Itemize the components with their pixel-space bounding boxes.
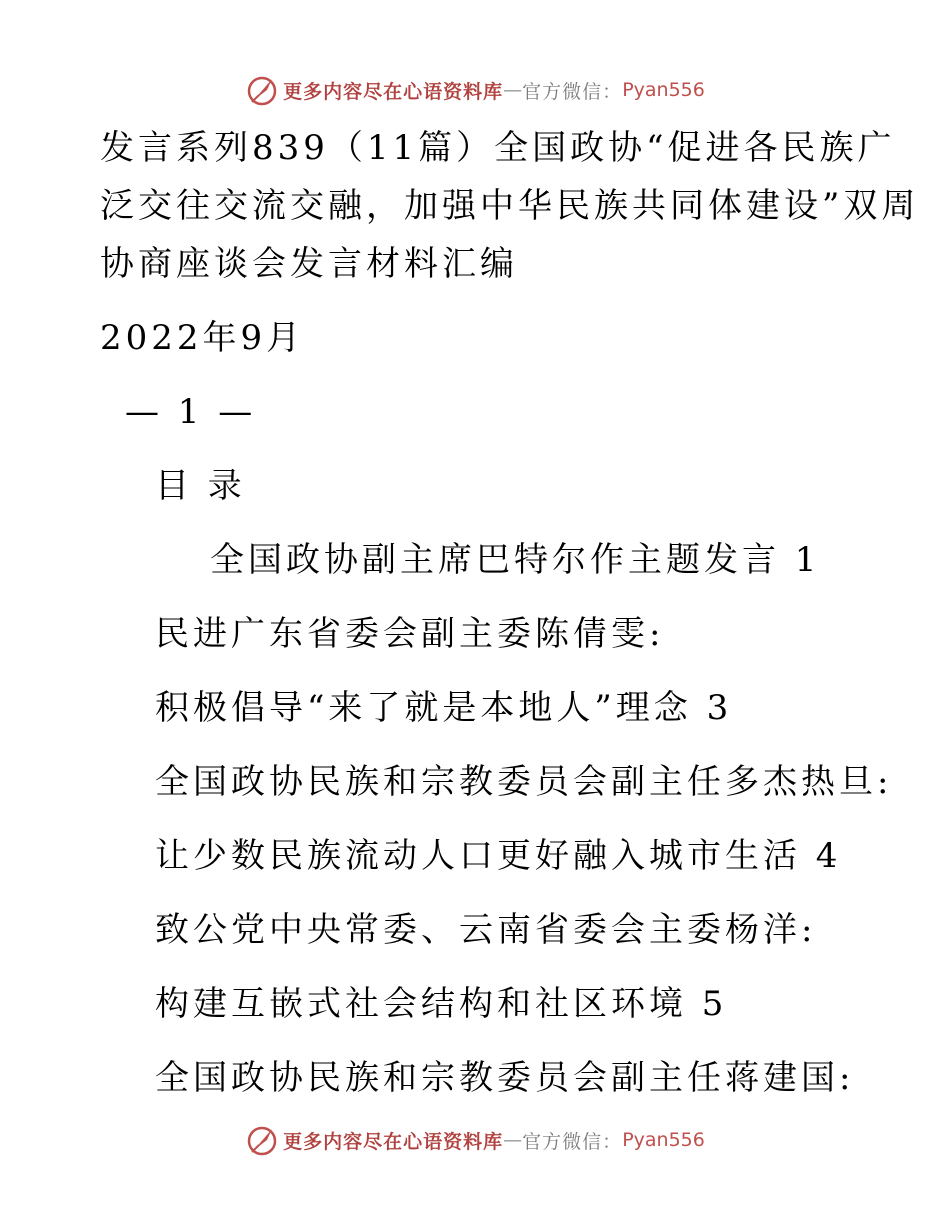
- wechat-label: 官方微信：: [522, 1130, 623, 1153]
- toc-entry: 民进广东省委会副主委陈倩雯:: [155, 614, 665, 654]
- banner-separator: —: [503, 79, 523, 101]
- toc-entry: 全国政协副主席巴特尔作主题发言 1: [210, 540, 821, 580]
- banner-separator: —: [503, 1129, 523, 1151]
- document-title-line-1: 发言系列839（11篇）全国政协“促进各民族广: [100, 128, 896, 168]
- toc-entry: 积极倡导“来了就是本地人”理念 3: [155, 688, 733, 728]
- site-name: 更多内容尽在心语资料库: [283, 1130, 504, 1153]
- toc-heading: 目 录: [155, 466, 246, 506]
- footer-watermark-banner: [0, 1120, 950, 1160]
- document-title-line-2: 泛交往交流交融，加强中华民族共同体建设”双周: [100, 186, 920, 226]
- wechat-label: 官方微信：: [522, 80, 623, 103]
- header-watermark-banner: [0, 70, 950, 110]
- wechat-id: Pyan556: [622, 1129, 705, 1151]
- page-number: — 1 —: [125, 392, 257, 432]
- feather-logo-icon: [245, 1123, 279, 1157]
- feather-logo-icon: [245, 73, 279, 107]
- toc-entry: 致公党中央常委、云南省委会主委杨洋:: [155, 910, 817, 950]
- wechat-id: Pyan556: [622, 79, 705, 101]
- document-title-line-3: 协商座谈会发言材料汇编: [100, 244, 518, 284]
- toc-entry: 全国政协民族和宗教委员会副主任多杰热旦:: [155, 762, 893, 802]
- site-name: 更多内容尽在心语资料库: [283, 80, 504, 103]
- toc-entry: 让少数民族流动人口更好融入城市生活 4: [155, 836, 842, 876]
- toc-entry: 构建互嵌式社会结构和社区环境 5: [155, 984, 728, 1024]
- document-date: 2022年9月: [100, 318, 305, 358]
- toc-entry: 全国政协民族和宗教委员会副主任蒋建国:: [155, 1058, 855, 1098]
